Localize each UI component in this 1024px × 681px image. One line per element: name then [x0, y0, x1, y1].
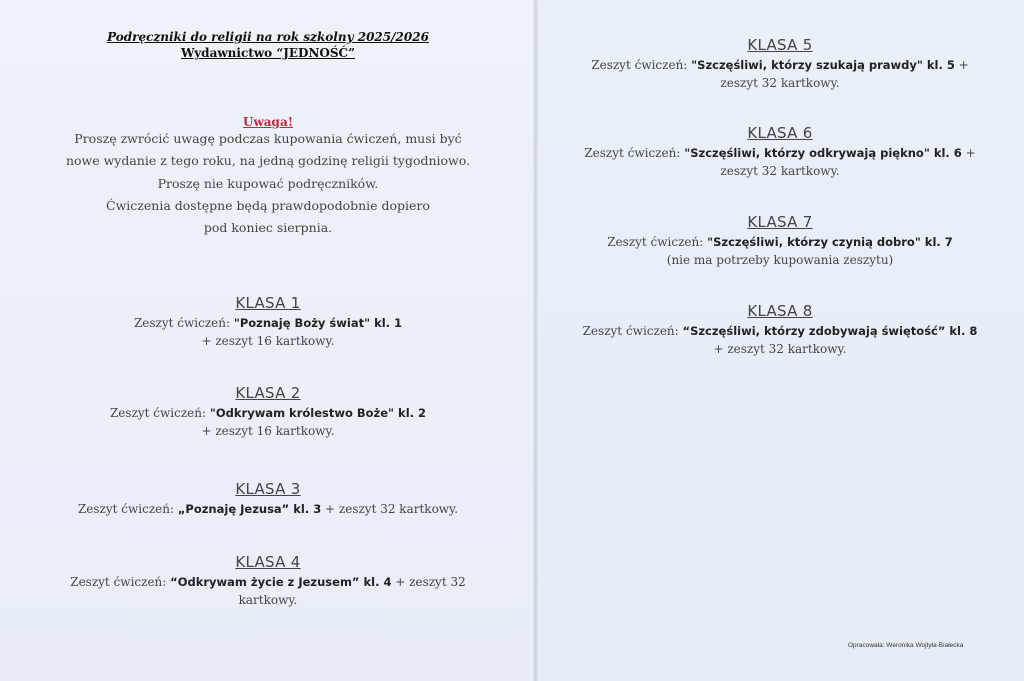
workbook-prefix: Zeszyt ćwiczeń:	[584, 146, 685, 160]
class-heading: KLASA 3	[235, 480, 301, 498]
class-section-8	[536, 302, 1024, 358]
workbook-prefix: Zeszyt ćwiczeń:	[77, 502, 178, 516]
publisher-name: Wydawnictwo “JEDNOŚĆ”	[181, 46, 355, 60]
document-title: Podręczniki do religii na rok szkolny 2025/2026	[107, 30, 429, 44]
workbook-note: + zeszyt 32 kartkowy.	[713, 342, 847, 356]
workbook-line	[0, 500, 536, 518]
workbook-title: “Odkrywam życie z Jezusem” kl. 4	[170, 575, 392, 589]
workbook-title: "Odkrywam królestwo Boże" kl. 2	[209, 406, 427, 420]
workbook-line	[0, 573, 536, 591]
class-heading: KLASA 4	[235, 553, 301, 571]
notice-line: Proszę zwrócić uwagę podczas kupowania ćwiczeń, musi być	[74, 131, 462, 146]
workbook-prefix: Zeszyt ćwiczeń:	[109, 406, 210, 420]
workbook-title: “Szczęśliwi, którzy zdobywają świętość” kl. 8	[682, 324, 978, 338]
class-section-5	[536, 36, 1024, 92]
workbook-prefix: Zeszyt ćwiczeń:	[591, 58, 692, 72]
class-section-1	[0, 294, 536, 350]
workbook-title: "Szczęśliwi, którzy czynią dobro" kl. 7	[707, 235, 953, 249]
workbook-note: (nie ma potrzeby kupowania zeszytu)	[666, 253, 894, 267]
workbook-line	[0, 314, 536, 332]
class-section-2	[0, 384, 536, 440]
class-heading: KLASA 6	[747, 124, 813, 142]
workbook-suffix: +	[961, 146, 976, 160]
workbook-line	[536, 322, 1024, 340]
workbook-title: "Poznaję Boży świat" kl. 1	[233, 316, 403, 330]
workbook-prefix: Zeszyt ćwiczeń:	[582, 324, 683, 338]
class-section-3	[0, 480, 536, 518]
workbook-line	[536, 233, 1024, 251]
notice-line: nowe wydanie z tego roku, na jedną godzinę religii tygodniowo.	[65, 153, 471, 168]
class-heading: KLASA 7	[747, 213, 813, 231]
notice-line: Ćwiczenia dostępne będą prawdopodobnie dopiero	[106, 198, 430, 213]
workbook-title: „Poznaję Jezusa” kl. 3	[177, 502, 322, 516]
workbook-suffix: + zeszyt 32 kartkowy.	[321, 502, 459, 516]
author-credit: Opracowała: Weronika Wojtyła-Białecka	[848, 642, 964, 649]
workbook-line	[536, 144, 1024, 162]
workbook-prefix: Zeszyt ćwiczeń:	[133, 316, 234, 330]
class-heading: KLASA 8	[747, 302, 813, 320]
class-section-6	[536, 124, 1024, 180]
workbook-line	[0, 404, 536, 422]
notice-heading: Uwaga!	[242, 115, 293, 129]
workbook-note: + zeszyt 16 kartkowy.	[201, 334, 335, 348]
workbook-note: zeszyt 32 kartkowy.	[720, 76, 840, 90]
class-heading: KLASA 5	[747, 36, 813, 54]
workbook-note: zeszyt 32 kartkowy.	[720, 164, 840, 178]
class-section-4	[0, 553, 536, 609]
workbook-suffix: +	[954, 58, 969, 72]
workbook-note: kartkowy.	[238, 593, 298, 607]
class-section-7	[536, 213, 1024, 269]
workbook-title: "Szczęśliwi, którzy odkrywają piękno" kl. 6	[684, 146, 962, 160]
notice-line: pod koniec sierpnia.	[203, 220, 333, 235]
class-heading: KLASA 2	[235, 384, 301, 402]
workbook-line	[536, 56, 1024, 74]
class-heading: KLASA 1	[235, 294, 301, 312]
workbook-prefix: Zeszyt ćwiczeń:	[70, 575, 171, 589]
notice-line: Proszę nie kupować podręczników.	[157, 176, 379, 191]
workbook-title: "Szczęśliwi, którzy szukają prawdy" kl. 5	[691, 58, 955, 72]
workbook-note: + zeszyt 16 kartkowy.	[201, 424, 335, 438]
workbook-suffix: + zeszyt 32	[391, 575, 466, 589]
workbook-prefix: Zeszyt ćwiczeń:	[607, 235, 708, 249]
